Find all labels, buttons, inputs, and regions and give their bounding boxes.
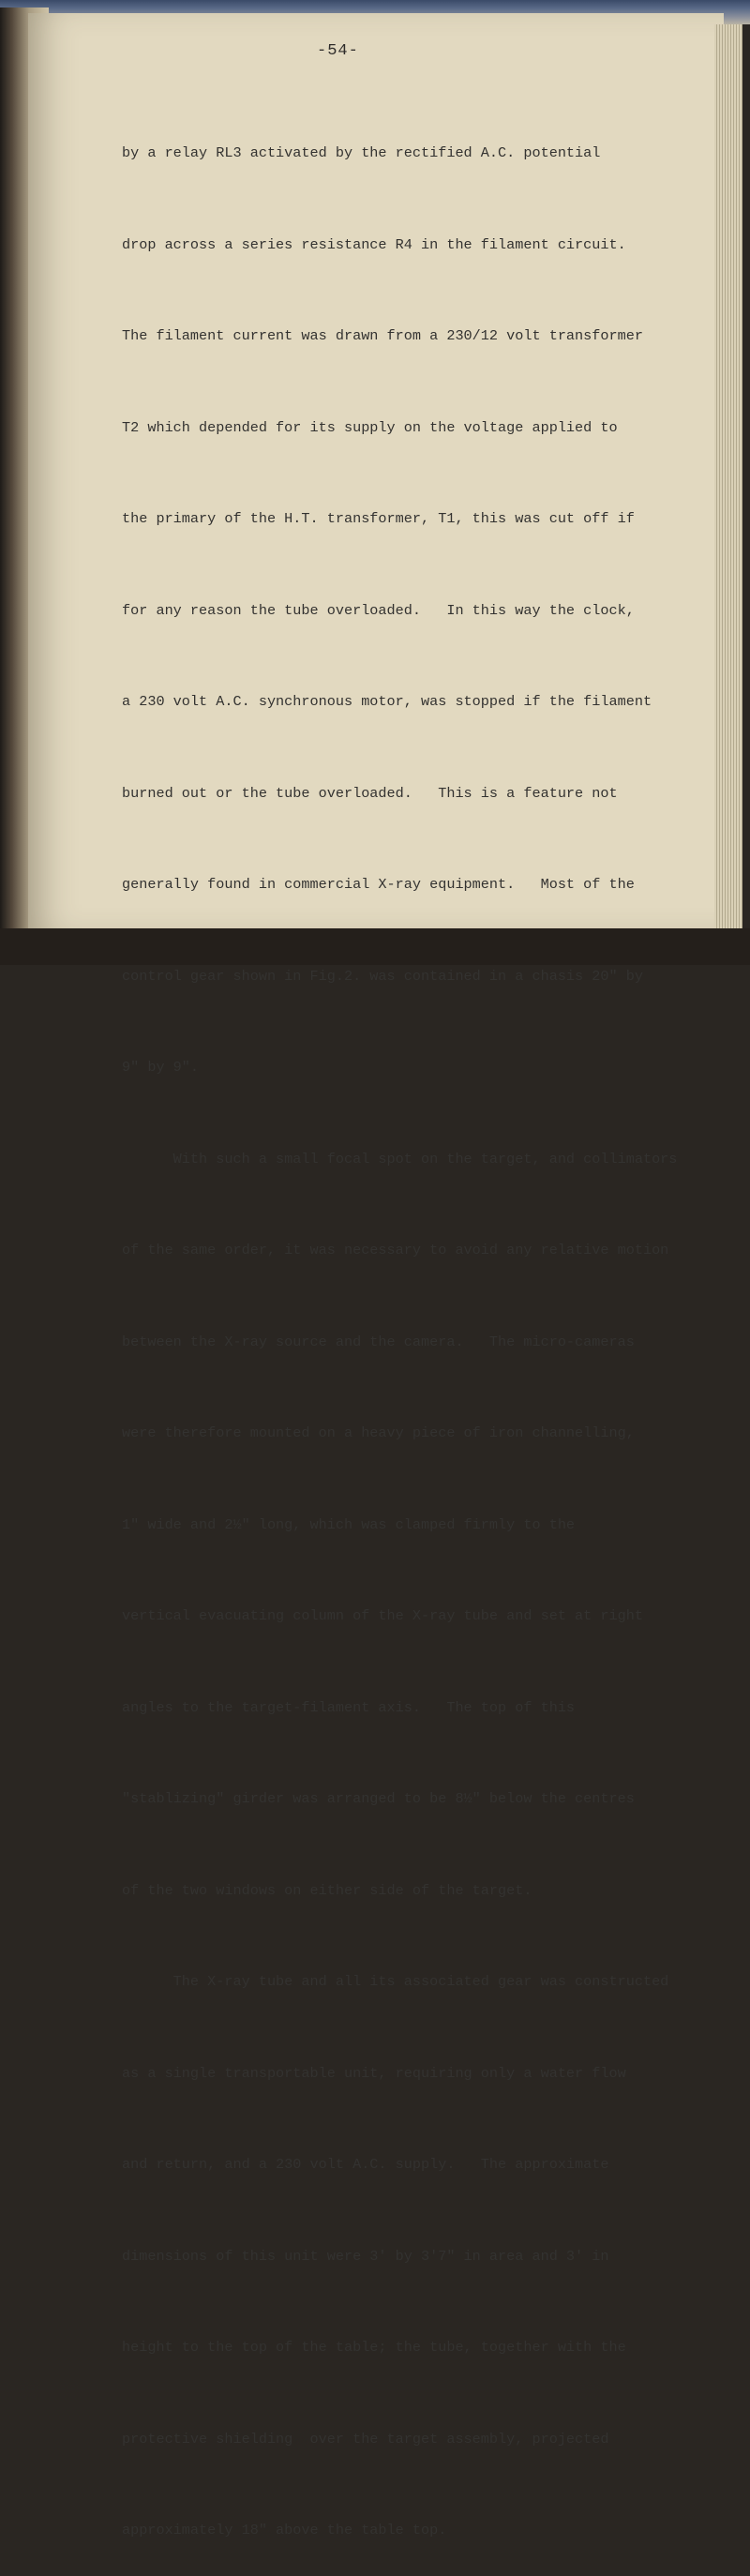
text-line: The X-ray tube and all its associated gear was constructed [122,1973,669,1990]
text-line: angles to the target-filament axis. The top of this [122,1698,576,1716]
text-line: as a single transportable unit, requiring only a water flow [122,2064,626,2082]
text-line: height to the top of the table; the tube, together with the [122,2339,626,2356]
text-line: of the same order, it was necessary to avoid any relative motion [122,1242,669,1258]
text-line: of the two windows on either side of the target. [122,1881,532,1899]
text-line: dimensions of this unit were 3' by 3'7" in area and 3' in [122,2247,609,2265]
page-edges [714,24,742,936]
text-line: were therefore mounted on a heavy piece of iron channelling, [122,1424,635,1441]
text-line: The filament current was drawn from a 230/12 volt transformer [122,327,643,344]
text-line: With such a small focal spot on the target, and collimators [122,1150,678,1167]
text-line: generally found in commercial X-ray equipment. Most of the [122,876,635,893]
text-line: the primary of the H.T. transformer, T1, this was cut off if [122,510,635,527]
page-number: -54- [317,42,359,60]
text-line: approximately 18" above the table top. [122,2522,447,2538]
text-line: vertical evacuating column of the X-ray tube and set at right [122,1607,643,1624]
text-line: by a relay RL3 activated by the rectified A.C. potential [122,144,601,161]
text-line: protective shielding over the target assembly, projected [122,2430,609,2448]
text-line: control gear shown in Fig.2. was contained in a chasis 20" by [122,967,643,985]
text-line: for any reason the tube overloaded. In this way the clock, [122,601,635,619]
text-line: a 230 volt A.C. synchronous motor, was stopped if the filament [122,693,652,710]
text-line: between the X-ray source and the camera. The micro-cameras [122,1333,635,1350]
text-line: T2 which depended for its supply on the voltage applied to [122,418,618,436]
text-line: 9" by 9". [122,1059,200,1076]
text-line: drop across a series resistance R4 in the filament circuit. [122,235,626,253]
text-line: "stablizing" girder was arranged to be 8½" below the centres [122,1790,635,1807]
text-line: 1" wide and 2½" long, which was clamped firmly to the [122,1515,576,1533]
body-text [122,77,712,2576]
text-line: and return, and a 230 volt A.C. supply. The approximate [122,2156,609,2173]
text-line: burned out or the tube overloaded. This is a feature not [122,784,618,802]
